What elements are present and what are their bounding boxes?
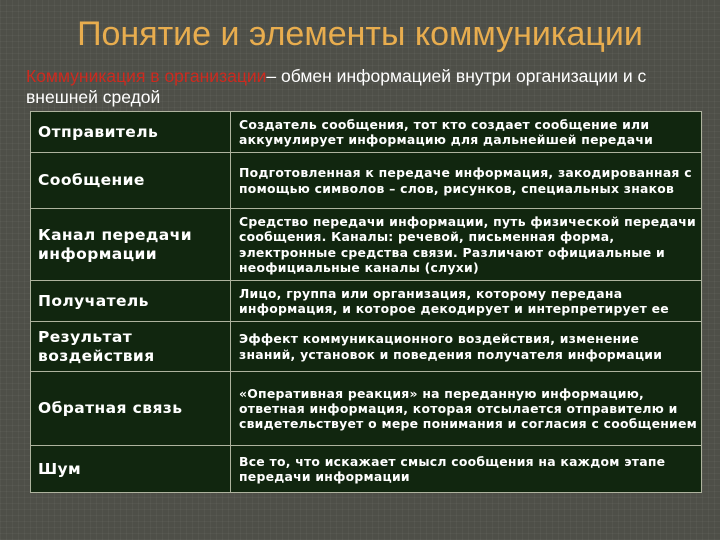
element-term: Шум [31,446,231,493]
table-row [31,153,702,209]
element-description: Средство передачи информации, путь физической передачи сообщения. Каналы: речевой, письменная форма, электронные средства связи. Различают официальные и неофициальные каналы (слухи) [231,209,702,281]
table-row [31,372,702,446]
element-term: Сообщение [31,153,231,209]
table-row [31,322,702,372]
element-term: Получатель [31,281,231,322]
communication-elements-table [30,111,702,493]
element-description: Подготовленная к передаче информация, закодированная с помощью символов – слов, рисунков, специальных знаков [231,153,702,209]
definition-term: Коммуникация в организации [26,66,267,86]
element-term: Обратная связь [31,372,231,446]
table-row [31,281,702,322]
element-description: «Оперативная реакция» на переданную информацию, ответная информация, которая отсылается отправителю и свидетельствует о мере понимания и согласия с сообщением [231,372,702,446]
table-row [31,446,702,493]
definition [26,66,706,108]
slide-title: Понятие и элементы коммуникации [77,15,643,53]
element-description: Создатель сообщения, тот кто создает сообщение или аккумулирует информацию для дальнейшей передачи [231,112,702,153]
definition-text: – обмен информацией внутри организации и с внешней средой [26,66,647,107]
element-description: Эффект коммуникационного воздействия, изменение знаний, установок и поведения получателя информации [231,322,702,372]
table-row [31,209,702,281]
table-row [31,112,702,153]
element-description: Лицо, группа или организация, которому передана информация, и которое декодирует и интерпретирует ее [231,281,702,322]
element-description: Все то, что искажает смысл сообщения на каждом этапе передачи информации [231,446,702,493]
element-term: Отправитель [31,112,231,153]
element-term: Результат воздействия [31,322,231,372]
element-term: Канал передачи информации [31,209,231,281]
